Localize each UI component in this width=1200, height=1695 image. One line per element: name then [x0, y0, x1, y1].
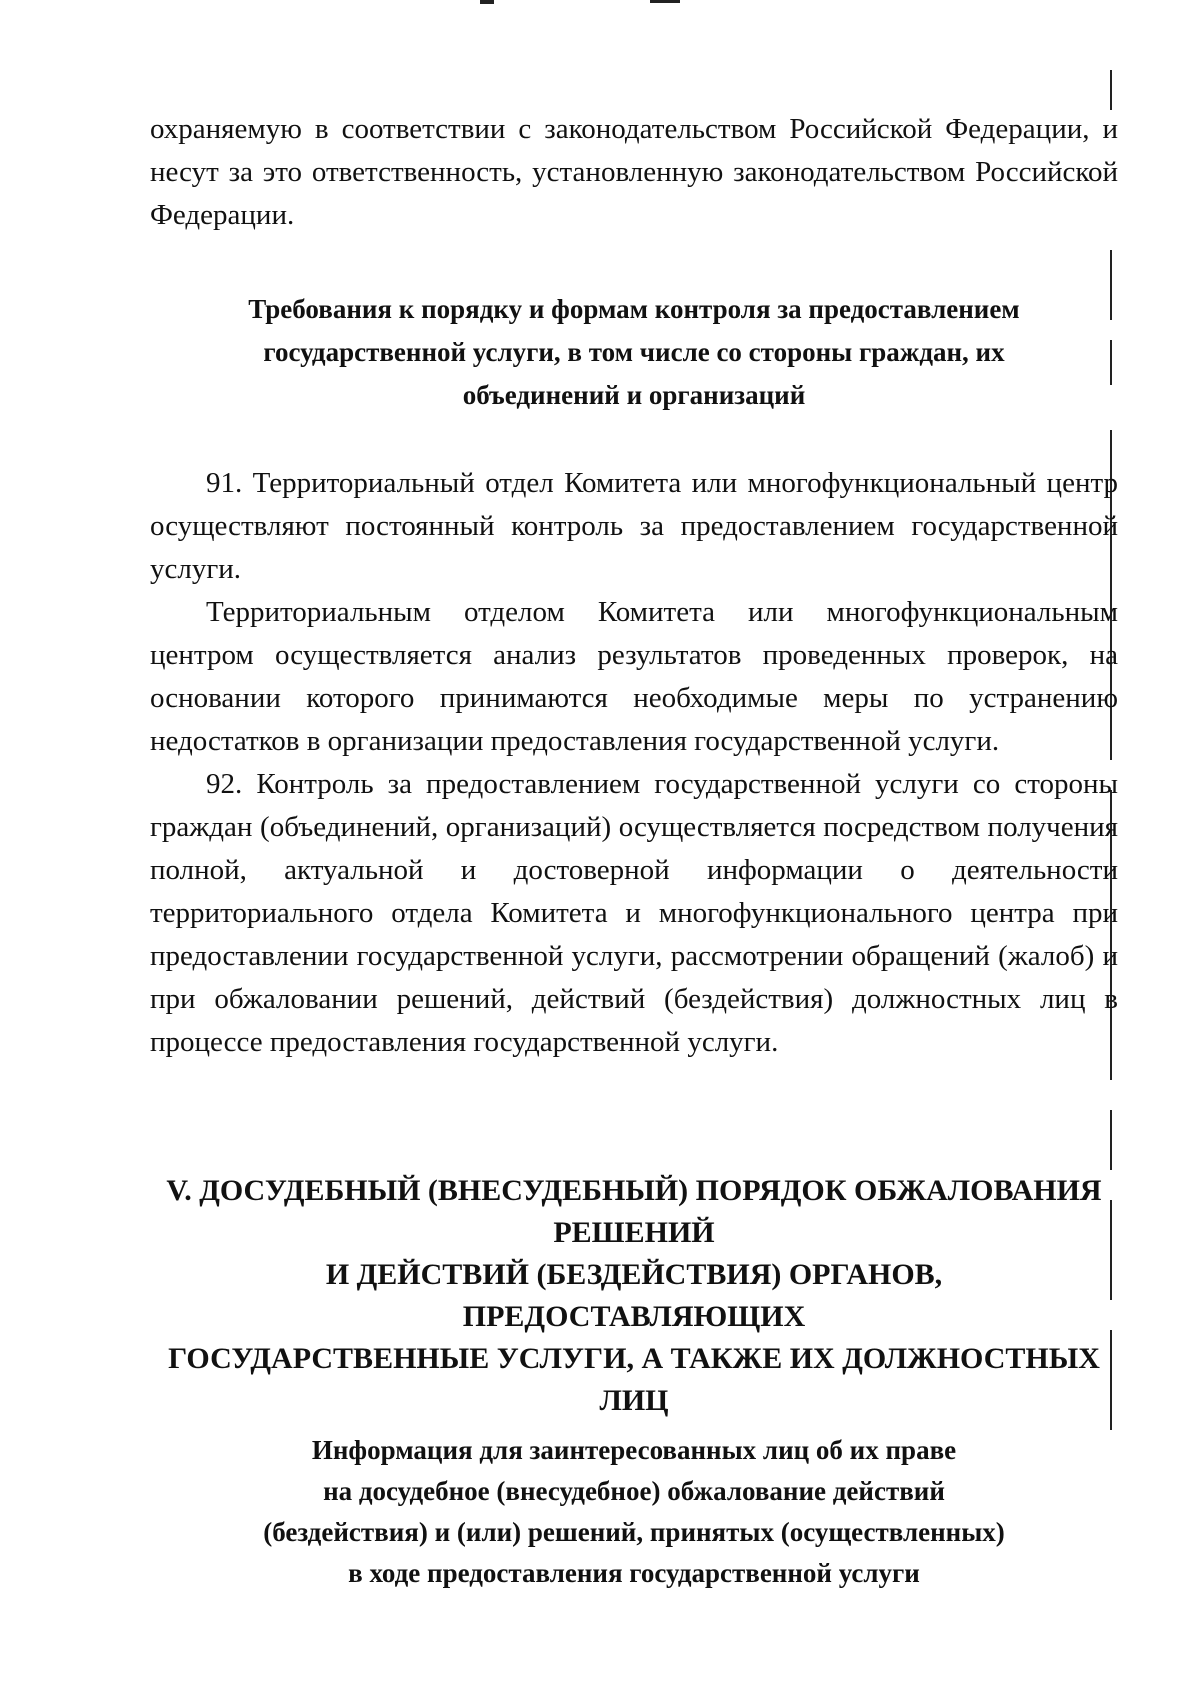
- paragraph-91: 91. Территориальный отдел Комитета или многофункциональный центр осуществляют постоянный контроль за предоставлением государственной услуги.: [150, 467, 1118, 585]
- scan-top-marks: [470, 0, 730, 14]
- subheading-line: на досудебное (внесудебное) обжалование действий: [323, 1476, 945, 1506]
- control-section-body: [150, 462, 1118, 1064]
- control-section-heading: [150, 288, 1118, 417]
- heading-line: Требования к порядку и формам контроля за предоставлением: [248, 294, 1020, 324]
- heading-line: ПРЕДОСТАВЛЯЮЩИХ: [462, 1300, 806, 1333]
- subheading-line: (бездействия) и (или) решений, принятых (осуществленных): [263, 1517, 1005, 1547]
- section-v-heading: [150, 1170, 1118, 1422]
- paragraph-analysis: Территориальным отделом Комитета или многофункциональным центром осуществляется анализ результатов проведенных проверок, на основании которого принимаются необходимые меры по устранению недостатков в организации предоставления государственной услуги.: [150, 596, 1118, 757]
- subheading-line: Информация для заинтересованных лиц об их праве: [311, 1435, 957, 1465]
- subheading-line: в ходе предоставления государственной услуги: [348, 1558, 920, 1588]
- scan-margin-line: [1110, 1110, 1112, 1170]
- heading-line: РЕШЕНИЙ: [553, 1216, 715, 1249]
- scan-margin-line: [1110, 70, 1112, 110]
- paragraph-92: 92. Контроль за предоставлением государственной услуги со стороны граждан (объединений, организаций) осуществляется посредством получения полной, актуальной и достоверной информации о деятельности территориального отдела Комитета и многофункционального центра при предоставлении государственной услуги, рассмотрении обращений (жалоб) и при обжаловании решений, действий (бездействия) должностных лиц в процессе предоставления государственной услуги.: [150, 768, 1118, 1058]
- heading-line: государственной услуги, в том числе со стороны граждан, их: [263, 337, 1005, 367]
- section-v-subheading: [150, 1430, 1118, 1594]
- intro-paragraph: [150, 108, 1118, 237]
- heading-line: ЛИЦ: [599, 1384, 669, 1417]
- heading-line: объединений и организаций: [462, 380, 806, 410]
- scan-mark: [650, 0, 680, 3]
- heading-line: И ДЕЙСТВИЙ (БЕЗДЕЙСТВИЯ) ОРГАНОВ,: [325, 1258, 943, 1291]
- heading-line: ГОСУДАРСТВЕННЫЕ УСЛУГИ, А ТАКЖЕ ИХ ДОЛЖНОСТНЫХ: [168, 1342, 1100, 1375]
- scan-mark: [480, 0, 494, 4]
- intro-text: охраняемую в соответствии с законодательством Российской Федерации, и несут за это ответственность, установленную законодательством Российской Федерации.: [150, 113, 1118, 231]
- heading-line: V. ДОСУДЕБНЫЙ (ВНЕСУДЕБНЫЙ) ПОРЯДОК ОБЖАЛОВАНИЯ: [166, 1174, 1102, 1207]
